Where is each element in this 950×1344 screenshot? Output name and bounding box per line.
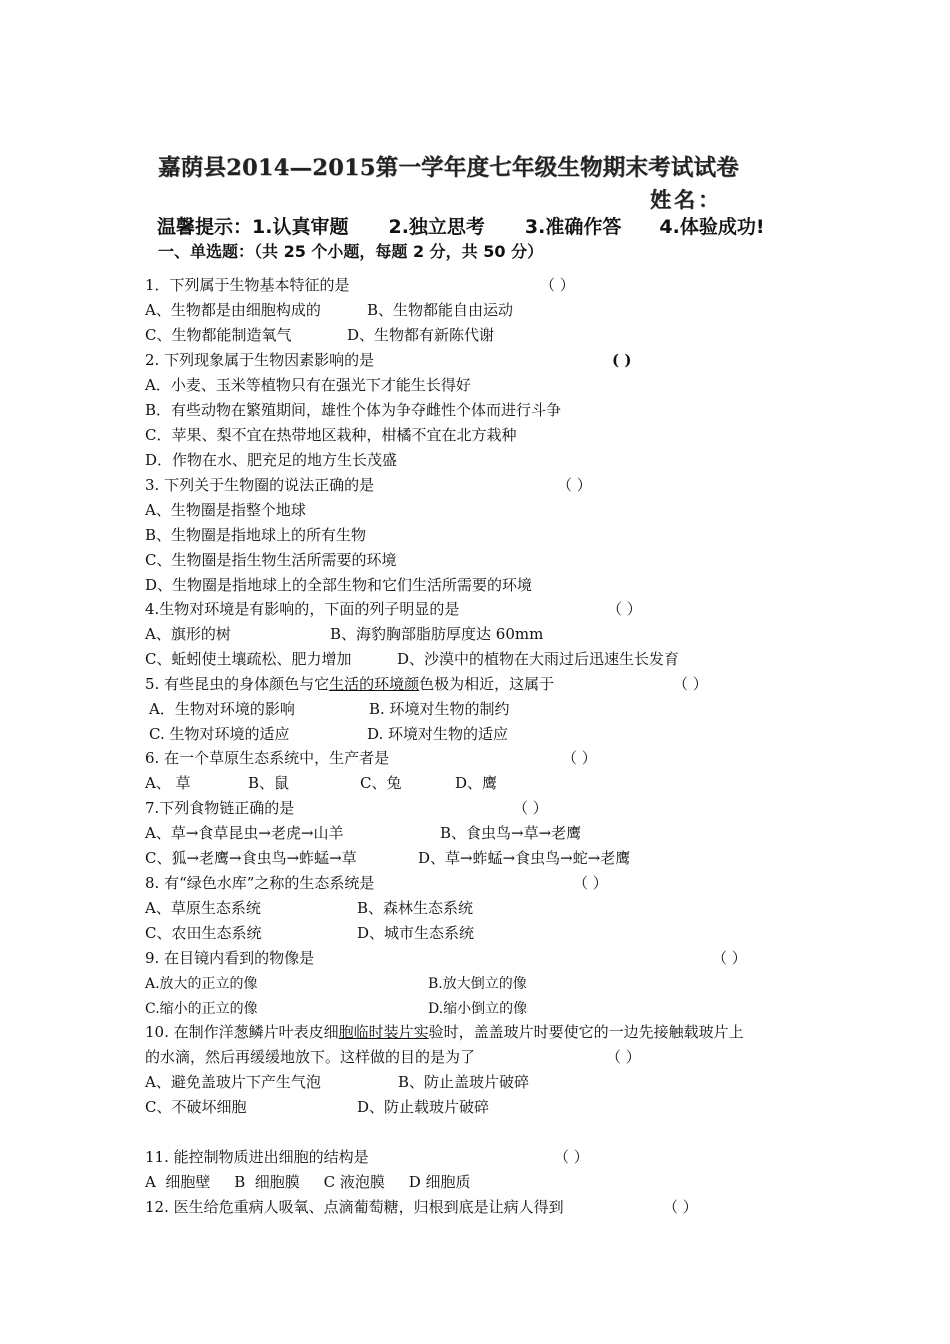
q5-option-a: A．生物对环境的影响 (149, 700, 295, 718)
tips-line (157, 212, 764, 239)
q10-stem-start: 10. 在制作洋葱鳞片叶表皮细 (145, 1023, 339, 1041)
q5-answer-paren: （ ） (673, 675, 708, 693)
q2-option-b: B．有些动物在繁殖期间，雄性个体为争夺雌性个体而进行斗争 (145, 401, 562, 419)
q5-stem-underlined: 生活的环境颜 (329, 675, 420, 693)
q8-option-b: B、森林生态系统 (357, 899, 474, 917)
q9-answer-paren: （ ） (712, 949, 747, 967)
q9-option-d: D.缩小倒立的像 (428, 1001, 528, 1017)
q10-stem-underlined: 胞临时装片实 (338, 1023, 429, 1041)
exam-title: 嘉荫县2014—2015第一学年度七年级生物期末考试试卷 (158, 155, 739, 181)
q3-option-b: B、生物圈是指地球上的所有生物 (145, 526, 367, 544)
q9-option-b: B.放大倒立的像 (428, 976, 527, 992)
q11-options: A 细胞壁 B 细胞膜 C 液泡膜 D 细胞质 (145, 1173, 471, 1191)
q2-stem: 2. 下列现象属于生物因素影响的是 (145, 351, 375, 369)
q5-stem (145, 674, 554, 694)
q5-option-d: D. 环境对生物的适应 (367, 725, 509, 743)
q3-option-d: D、生物圈是指地球上的全部生物和它们生活所需要的环境 (145, 576, 533, 594)
q1-option-a: A、生物都是由细胞构成的 (145, 301, 321, 319)
q7-option-b: B、食虫鸟→草→老鹰 (440, 824, 582, 842)
q2-option-c: C．苹果、梨不宜在热带地区栽种，柑橘不宜在北方栽种 (145, 426, 517, 444)
q1-option-c: C、生物都能制造氧气 (145, 326, 292, 344)
q7-option-a: A、草→食草昆虫→老虎→山羊 (145, 824, 344, 842)
q6-stem: 6. 在一个草原生态系统中，生产者是 (145, 749, 390, 767)
q10-option-d: D、防止载玻片破碎 (357, 1098, 490, 1116)
q7-option-c: C、狐→老鹰→食虫鸟→蚱蜢→草 (145, 849, 357, 867)
q1-option-d: D、生物都有新陈代谢 (347, 326, 495, 344)
q1-answer-paren: （ ） (540, 276, 575, 294)
q3-answer-paren: （ ） (557, 476, 592, 494)
q3-option-c: C、生物圈是指生物生活所需要的环境 (145, 551, 397, 569)
q4-answer-paren: （ ） (607, 600, 642, 618)
q6-option-a: A、 草 (145, 774, 191, 792)
q9-option-c: C.缩小的正立的像 (145, 1001, 258, 1017)
tip-4: 4.体验成功! (659, 216, 765, 238)
q10-stem (145, 1022, 744, 1042)
q7-stem: 7.下列食物链正确的是 (145, 799, 295, 817)
q5-option-b: B. 环境对生物的制约 (369, 700, 510, 718)
q7-option-d: D、草→蚱蜢→食虫鸟→蛇→老鹰 (418, 849, 631, 867)
q10-answer-paren: （ ） (606, 1048, 641, 1066)
q8-answer-paren: （ ） (573, 874, 608, 892)
tips-label: 温馨提示： (157, 216, 253, 238)
q10-stem-end: 验时，盖盖玻片时要使它的一边先接触载玻片上 (428, 1023, 744, 1041)
q10-option-b: B、防止盖玻片破碎 (398, 1073, 530, 1091)
q6-answer-paren: （ ） (562, 749, 597, 767)
q2-answer-paren: ( ) (612, 351, 632, 369)
q10-stem-line-2: 的水滴，然后再缓缓地放下。这样做的目的是为了 (145, 1048, 476, 1066)
q8-option-d: D、城市生态系统 (357, 924, 475, 942)
q12-stem: 12. 医生给危重病人吸氧、点滴葡萄糖，归根到底是让病人得到 (145, 1198, 564, 1216)
q4-stem: 4.生物对环境是有影响的，下面的列子明显的是 (145, 600, 460, 618)
q3-option-a: A、生物圈是指整个地球 (145, 501, 306, 519)
q7-answer-paren: （ ） (513, 799, 548, 817)
q2-option-a: A．小麦、玉米等植物只有在强光下才能生长得好 (145, 376, 471, 394)
q11-stem: 11. 能控制物质进出细胞的结构是 (145, 1148, 369, 1166)
q6-option-c: C、兔 (360, 774, 402, 792)
q8-stem: 8. 有“绿色水库”之称的生态系统是 (145, 874, 375, 892)
q4-option-d: D、沙漠中的植物在大雨过后迅速生长发育 (397, 650, 680, 668)
q1-stem: 1．下列属于生物基本特征的是 (145, 276, 350, 294)
q11-answer-paren: （ ） (554, 1148, 589, 1166)
q5-stem-end: 色极为相近，这属于 (419, 675, 555, 693)
q8-option-c: C、农田生态系统 (145, 924, 262, 942)
q3-stem: 3. 下列关于生物圈的说法正确的是 (145, 476, 375, 494)
q5-option-c: C. 生物对环境的适应 (149, 725, 290, 743)
q6-option-d: D、鹰 (455, 774, 498, 792)
section-heading: 一、单选题：（共 25 个小题，每题 2 分，共 50 分） (158, 242, 544, 261)
q4-option-c: C、蚯蚓使土壤疏松、肥力增加 (145, 650, 352, 668)
q9-stem: 9. 在目镜内看到的物像是 (145, 949, 315, 967)
q6-option-b: B、鼠 (248, 774, 290, 792)
q8-option-a: A、草原生态系统 (145, 899, 261, 917)
tip-1: 1.认真审题 (252, 216, 349, 238)
q12-answer-paren: （ ） (663, 1198, 698, 1216)
q4-option-a: A、旗形的树 (145, 625, 231, 643)
name-field-label: 姓名： (650, 187, 722, 212)
tip-2: 2.独立思考 (388, 216, 485, 238)
q9-option-a: A.放大的正立的像 (145, 976, 258, 992)
q1-option-b: B、生物都能自由运动 (367, 301, 514, 319)
q10-option-a: A、避免盖玻片下产生气泡 (145, 1073, 321, 1091)
q2-option-d: D．作物在水、肥充足的地方生长茂盛 (145, 451, 398, 469)
q4-option-b: B、海豹胸部脂肪厚度达 60mm (330, 625, 544, 643)
q5-stem-start: 5. 有些昆虫的身体颜色与它 (145, 675, 330, 693)
tip-3: 3.准确作答 (524, 216, 622, 238)
q10-option-c: C、不破坏细胞 (145, 1098, 247, 1116)
